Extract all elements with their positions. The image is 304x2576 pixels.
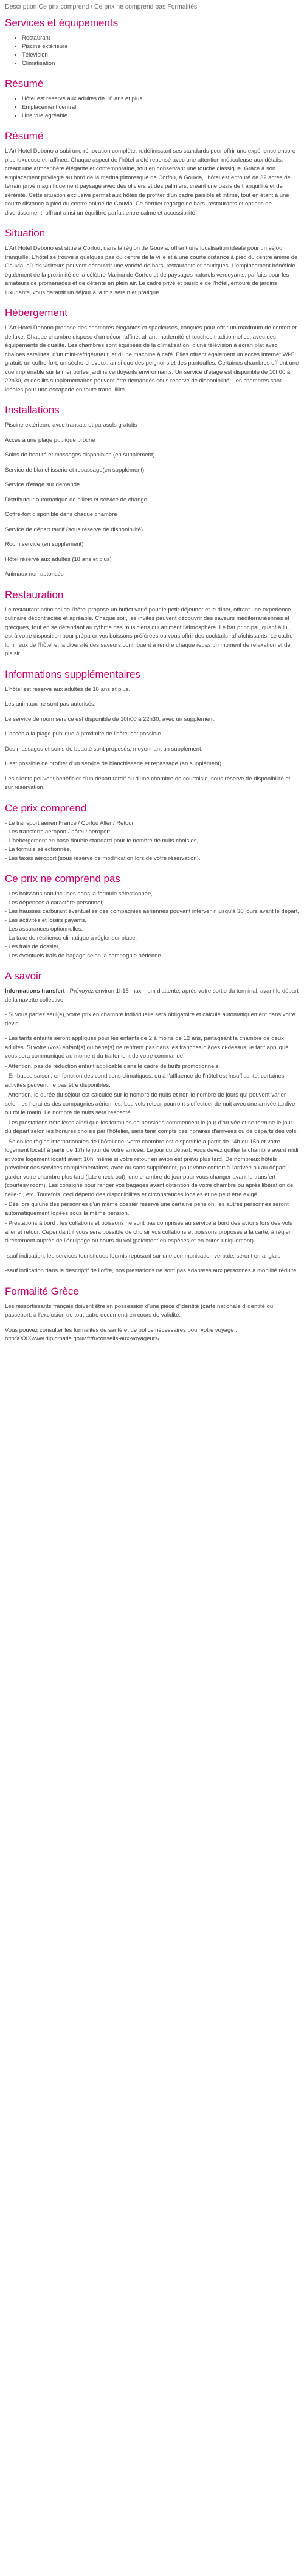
a-savoir-item: - Attention, le durée du séjour est calculée sur le nombre de nuits et non le nombre de jours qui peuvent varier selon les horaires des compagnies aériennes. Les vols retour pourront s'effectuer de nuit avec une arrivée tardive ou tôt le matin. Le nombre de nuits sera respecté. — [5, 1092, 295, 1116]
resume-paragraph: L'Art Hotel Debono a subi une rénovation complète, redéfinissant ses standards pour offrir une expérience encore plus luxueuse et raffinée. Chaque aspect de l'hôtel a été repensé avec une attention méticuleuse aux détails, créant une atmosphère élégante et contemporaine, tout en conservant une touche classique. Grâce à son emplacement privilégié au bord de la marina pittoresque de Corfou, à Gouvia, l'hôtel est entouré de 32 acres de terrain privé magnifiquement paysagé avec des oliviers et des palmiers, créant une oasis de tranquillité et de sérénité. Cette situation exclusive permet aux hôtes de profiter d'un cadre paisible et intime, tout en étant à une courte distance à pied du centre animé de Gouvia. Ce dernier regorge de bars, restaurants et options de divertissement, offrant ainsi un équilibre parfait entre calme et accessibilité. — [5, 148, 295, 216]
comprend-list — [5, 819, 299, 864]
list-item: • Hôtel est réservé aux adultes de 18 ans et plus. — [22, 95, 299, 103]
ne-comprend-title: Ce prix ne comprend pas — [5, 873, 120, 884]
a-savoir-item: - Les tarifs enfants seront appliqués pour les enfants de 2 à moins de 12 ans, partageant la chambre de deux adultes. Si votre (vos) enfant(s) ou bébé(s) ne rentrent pas dans les tranches d'âges ci-dessus, le tarif appliqué vous sera communiqué au moment du traitement de votre commande. — [5, 1035, 289, 1059]
installation-item: Soins de beauté et massages disponibles (en supplément) — [5, 452, 155, 458]
a-savoir-title: A savoir — [5, 970, 42, 982]
installation-item: Coffre-fort disponible dans chaque chambre — [5, 511, 117, 518]
formalite-paragraph: Les ressortissants français doivent être en possession d'une pièce d'identité (carte nationale d'identité ou passeport, à l'exclusion de tout autre document) en cours de validité. — [5, 1303, 274, 1318]
list-item: • Climatisation — [22, 60, 299, 68]
installation-item: Service de blanchisserie et repassage(en supplément) — [5, 466, 145, 474]
comprend-line: - La formule sélectionnée, — [5, 846, 72, 853]
hebergement-paragraph: L'Art Hotel Debono propose des chambres élégantes et spacieuses, conçues pour offrir un maximum de confort et de luxe. Chaque chambre dispose d'un décor raffiné, alliant modernité et touches traditionnelles, avec des équipements de qualité. Les chambres sont équipées de la climatisation, d'une télévision à écran plat avec chaînes satellites, d'un mini-réfrigérateur, et d'une machine à café. Elles offrent également un accès Internet Wi-Fi gratuit, un coffre-fort, un sèche-cheveux, ainsi que des peignoirs et des pantoufles. Certaines chambres offrent une vue imprenable sur la mer ou les jardins verdoyants environnants. Un service d'étage est disponible de 10h00 à 22h30, et des lits supplémentaires peuvent être demandés sous réserve de disponibilité. Les chambres sont idéales pour une escapade en toute tranquillité. — [5, 325, 299, 393]
a-savoir-item: - Selon les règles internationales de l'hôtellerie, votre chambre est disponible à partir de 14h ou 15h et votre logement locatif à partir de 17h le jour de votre arrivée. Le jour du départ, vous devez quitter la chambre avant midi et votre logement locatif avant 10h, même si votre retour en avion est prévu plus tard. De nombreux hôtels prévoient des services complémentaires, avec ou sans supplément, pour votre confort à l'arrivée ou au départ : garder votre chambre plus tard (late check-out), une chambre de jour pour vous changer avant le transfert (courtesy room). Les consigne pour ranger vos bagages avant obtention de votre chambre ou après libération de celle-ci, etc. Toutefois, ceci dépend des disponibilités et circonstances locales et ne peut être exigé. — [5, 1138, 299, 1198]
installation-item: Room service (en supplément) — [5, 541, 84, 548]
a-savoir-item: - Les prestations hôtelières ainsi que les formules de pensions commencent le jour d'arrivée et se termine le jour du départ selon les horaires choisis par l'hôtelier, sans tenir compte des horaires d'arrivées ou de départs des vols. — [5, 1119, 299, 1135]
info-item: L'hôtel est réservé aux adultes de 18 ans et plus. — [5, 686, 131, 693]
installation-item: Animaux non autorisés — [5, 571, 64, 577]
ne-comprend-list — [5, 890, 299, 960]
ne-comprend-line: - Les éventuels frais de bagage selon la compagnie aérienne. — [5, 952, 163, 959]
list-item: • Restaurant — [22, 34, 299, 43]
restauration-title: Restauration — [5, 588, 64, 601]
installation-item: Hôtel réservé aux adultes (18 ans et plus) — [5, 556, 112, 563]
transfert-label: Informations transfert — [5, 988, 65, 994]
ne-comprend-line: - La taxe de résilience climatique à régler sur place, — [5, 934, 137, 942]
ne-comprend-line: - Les boissons non incluses dans la formule sélectionnée, — [5, 890, 153, 897]
infos-title: Informations supplémentaires — [5, 668, 141, 680]
ne-comprend-line: - Les hausses carburant éventuelles des compagnies aériennes pouvant intervenir jusqu'à 30 jours avant le départ, — [5, 908, 299, 915]
installation-item: Accès à une plage publique proche — [5, 436, 95, 444]
comprend-title: Ce prix comprend — [5, 802, 87, 814]
resume-list — [5, 95, 299, 120]
services-title: Services et équipements — [5, 17, 119, 29]
info-item: Les clients peuvent bénéficier d'un départ tardif ou d'une chambre de courtoisie, sous réserve de disponibilité et sur réservation. — [5, 775, 291, 791]
info-item: Les animaux ne sont pas autorisés. — [5, 701, 96, 708]
installations-title: Installations — [5, 404, 60, 416]
list-item: • Emplacement central — [22, 103, 299, 112]
info-item: Des massages et soins de beauté sont proposés, moyennant un supplément. — [5, 745, 203, 752]
situation-title: Situation — [5, 227, 46, 239]
formalite-title: Formalité Grèce — [5, 1285, 79, 1297]
situation-paragraph: L'Art Hotel Debono est situé à Corfou, dans la région de Gouvia, offrant une localisation idéale pour un séjour tranquille. L'hôtel se trouve à quelques pas du centre de la ville et à une courte distance à pied du centre animé de Gouvia, où les visiteurs peuvent découvrir une variété de bars, restaurants et boutiques. L'emplacement bénéficie également de la proximité de la célèbre Marina de Corfou et de paysages naturels verdoyants, parfaits pour les amateurs de promenades et de détente en plein air. Le cadre privé et paisible de l'hôtel, entouré de jardins luxuriants, vous garantit un séjour à la fois serein et pratique. — [5, 245, 298, 296]
restauration-paragraph: Le restaurant principal de l'hôtel propose un buffet varié pour le petit-déjeuner et le dîner, offrant une expérience culinaire décontractée et agréable. Chaque soir, les invités peuvent découvrir des saveurs méditerranéennes et grecques, tout en se détendant au rythme des musiciens qui animent l'atmosphère. Le bar principal, quant à lui, est à votre disposition pour préparer vos boissons préférées ou vous offrir des cocktails rafraîchissants. Le cadre lumineux de l'hôtel et la diversité des saveurs contribuent à rendre chaque repas un moment de relaxation et de plaisir. — [5, 606, 293, 657]
hebergement-title: Hébergement — [5, 307, 68, 319]
a-savoir-item: - Attention, pas de réduction enfant applicable dans le cadre de tarifs promotionnels. — [5, 1062, 220, 1070]
a-savoir-item: -sauf indication dans le descriptif de l'offre, nos prestations ne sont pas adaptées aux personnes à mobilité réduite. — [5, 1267, 299, 1274]
list-item: • Télévision — [22, 51, 299, 60]
transfert-text: : Prévoyez environ 1h15 maximum d'attente, après votre sortie du terminal, avant le départ de la navette collective. — [5, 988, 299, 1004]
a-savoir-item: - Prestations à bord : les collations et boissons ne sont pas comprises au service à bord des avions lors des vols aller et retour. Cependant il vous sera possible de choisir vos collations et boissons proposés à la carte, à régler directement auprès de l'équipage ou cours du vol (paiement en espèces et en euros uniquement). — [5, 1220, 292, 1244]
installation-item: Service de départ tardif (sous réserve de disponibilité) — [5, 526, 143, 533]
comprend-line: - L'hébergement en base double standard pour le nombre de nuits choisies, — [5, 837, 199, 844]
list-item: • Une vue agréable — [22, 112, 299, 120]
info-item: Le service de room service est disponible de 10h00 à 22h30, avec un supplément. — [5, 715, 216, 723]
info-item: L'accès à la plage publique à proximité de l'hôtel est possible. — [5, 731, 163, 737]
comprend-line: - Le transport aérien France / Corfou Aller / Retour, — [5, 819, 135, 827]
ne-comprend-line: - Les frais de dossier, — [5, 943, 60, 950]
transfert-info — [5, 987, 299, 1005]
ne-comprend-line: - Les activités et loisirs payants, — [5, 917, 87, 924]
resume-title: Résumé — [5, 78, 44, 89]
list-item: • Piscine extérieure — [22, 43, 299, 51]
comprend-line: - Les taxes aéroport (sous réserve de modification lors de votre réservation). — [5, 855, 201, 862]
a-savoir-item: - Si vous partez seul(e), votre prix en chambre individuelle sera obligatoire et calculé automatiquement dans votre devis. — [5, 1011, 295, 1027]
ne-comprend-line: - Les assurances optionnelles, — [5, 926, 83, 932]
installation-item: Piscine extérieure avec transats et parasols gratuits — [5, 422, 137, 429]
info-item: Il est possible de profiter d'un service de blanchisserie et repassage (en supplément). — [5, 760, 223, 767]
services-list — [5, 34, 299, 68]
comprend-line: - Les transferts aéroport / hôtel / aéroport, — [5, 828, 112, 835]
formalite-link-text[interactable]: Vous pouvez consulter les formalités de santé et de police nécessaires pour votre voyage : http:XXXXwww.diplomatie.gouv.fr/fr/conseils-aux-voyageurs/ — [5, 1326, 237, 1342]
a-savoir-item: - En basse saison, en fonction des conditions climatiques, ou à l'affluence de l'hôtel est insuffisante, certaines activités peuvent ne pas être disponibles. — [5, 1073, 285, 1089]
installation-item: Service d'étage sur demande — [5, 481, 80, 488]
tabs-bar[interactable]: Description Ce prix comprend / Ce prix ne comprend pas Formalités — [5, 3, 198, 10]
resume-detail-title: Résumé — [5, 130, 44, 142]
a-savoir-block — [5, 987, 299, 1276]
a-savoir-item: -sauf indication, les services touristiques fournis reposant sur une communication verbale, seront en anglais — [5, 1252, 281, 1259]
a-savoir-item: - Dès lors qu'une des personnes d'un même dossier réserve une certaine pension, les autres personnes seront automatiquement logées sous la même pension. — [5, 1201, 289, 1217]
ne-comprend-line: - Les dépenses à caractère personnel, — [5, 899, 104, 906]
installation-item: Distributeur automatique de billets et service de change — [5, 496, 147, 503]
